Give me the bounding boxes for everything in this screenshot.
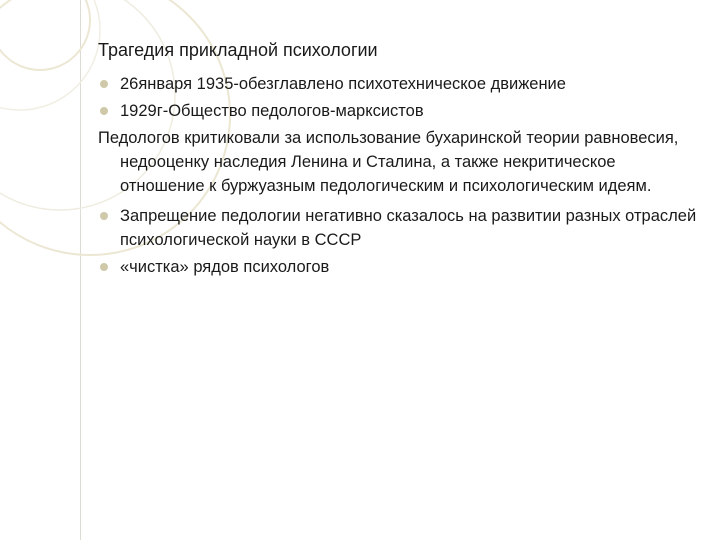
bullet-icon [100, 263, 108, 271]
slide-title: Трагедия прикладной психологии [98, 40, 378, 60]
bullet-item [98, 72, 698, 96]
body-paragraph: Педологов критиковали за использование бухаринской теории равновесия, недооценку наследия Ленина и Сталина, а также некритическое отношение к буржуазным педологическим и психологическим идеям. [98, 129, 679, 195]
bullet-text: 26января 1935-обезглавлено психотехническое движение [120, 75, 566, 93]
bullet-text: «чистка» рядов психологов [120, 258, 330, 276]
bullet-icon [100, 80, 108, 88]
bullet-icon [100, 107, 108, 115]
bullet-item [98, 204, 698, 252]
left-panel [0, 0, 81, 540]
bullet-item [98, 255, 698, 279]
bullet-text: 1929г-Общество педологов-марксистов [120, 102, 424, 120]
bullet-text: Запрещение педологии негативно сказалось на развитии разных отраслей психологической науки в СССР [120, 207, 697, 249]
slide-content [98, 38, 698, 282]
bullet-item [98, 99, 698, 123]
bullet-icon [100, 212, 108, 220]
